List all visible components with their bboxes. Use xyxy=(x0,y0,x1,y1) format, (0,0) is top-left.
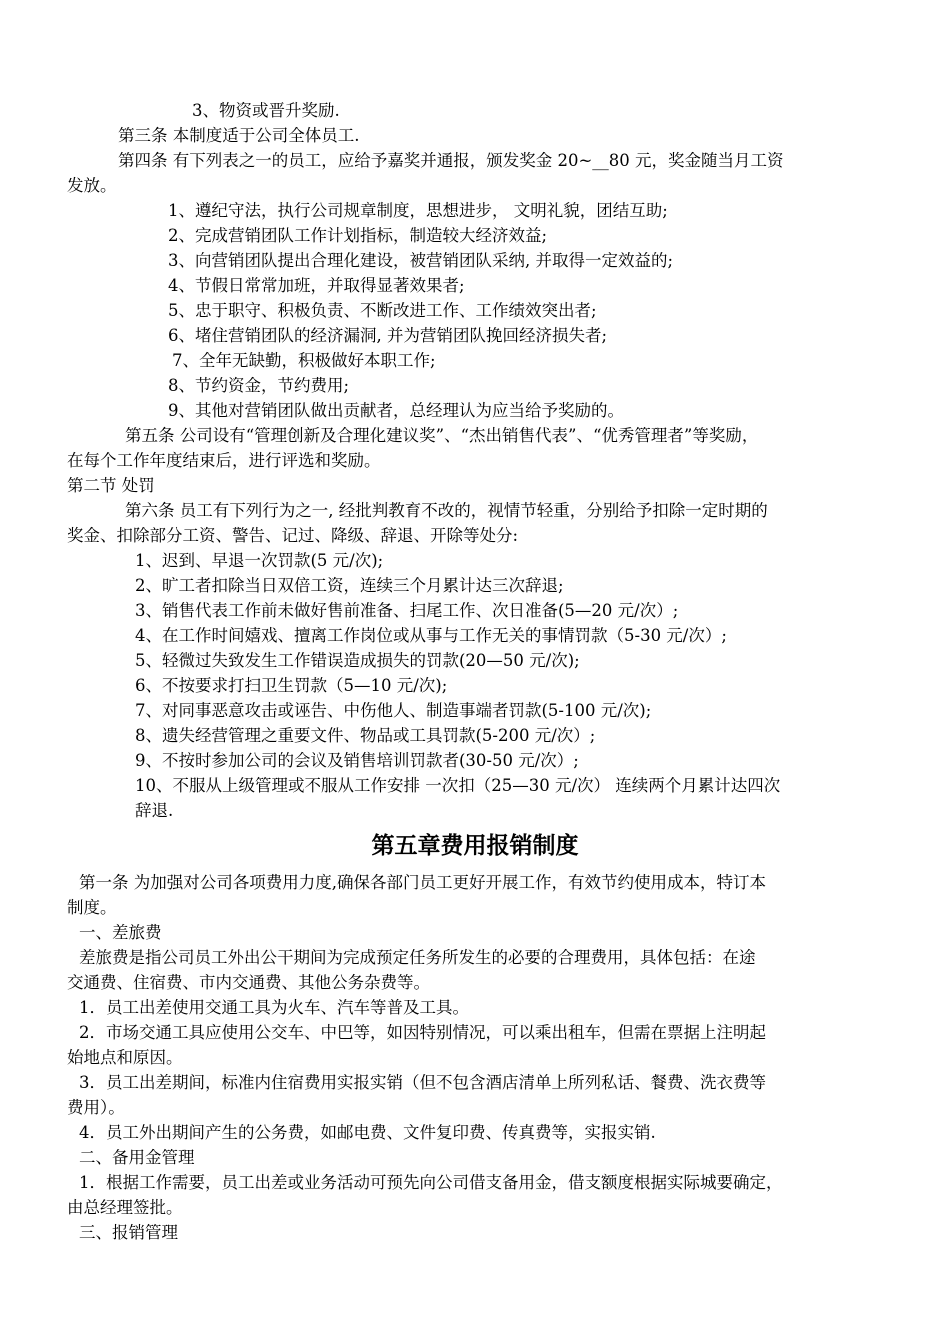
text-line: 3、销售代表工作前未做好售前准备、扫尾工作、次日准备(5—20 元/次）; xyxy=(135,601,679,620)
text-line: 第六条 员工有下列行为之一, 经批判教育不改的，视情节轻重，分别给予扣除一定时期的 xyxy=(125,501,768,520)
text-line: 始地点和原因。 xyxy=(67,1048,183,1067)
text-line: 6、不按要求打扫卫生罚款（5—10 元/次); xyxy=(135,676,448,695)
text-line: 3．员工出差期间，标准内住宿费用实报实销（但不包含酒店清单上所列私话、餐费、洗衣费等 xyxy=(79,1073,766,1092)
text-line: 第五条 公司设有“管理创新及合理化建议奖”、“杰出销售代表”、“优秀管理者”等奖励， xyxy=(125,426,759,445)
text-line: 1．员工出差使用交通工具为火车、汽车等普及工具。 xyxy=(79,998,469,1017)
text-line: 7、全年无缺勤，积极做好本职工作; xyxy=(172,351,436,370)
text-line: 在每个工作年度结束后，进行评选和奖励。 xyxy=(67,451,381,470)
text-line: 奖金、扣除部分工资、警告、记过、降级、辞退、开除等处分: xyxy=(67,526,519,545)
text-line: 3、物资或晋升奖励. xyxy=(192,101,340,120)
section-heading: 第二节 处罚 xyxy=(67,476,155,495)
text-line: 1、遵纪守法，执行公司规章制度，思想进步， 文明礼貌，团结互助; xyxy=(168,201,668,220)
text-line: 交通费、住宿费、市内交通费、其他公务杂费等。 xyxy=(67,973,430,992)
text-line: 差旅费是指公司员工外出公干期间为完成预定任务所发生的必要的合理费用，具体包括：在途 xyxy=(79,948,756,967)
text-line: 4、在工作时间嬉戏、擅离工作岗位或从事与工作无关的事情罚款（5-30 元/次）; xyxy=(135,626,727,645)
text-line: 8、遗失经营管理之重要文件、物品或工具罚款(5-200 元/次）; xyxy=(135,726,596,745)
text-line: 第三条 本制度适于公司全体员工. xyxy=(118,126,360,145)
text-line: 2、完成营销团队工作计划指标，制造较大经济效益; xyxy=(168,226,548,245)
text-line: 6、堵住营销团队的经济漏洞, 并为营销团队挽回经济损失者; xyxy=(168,326,608,345)
text-line: 一、差旅费 xyxy=(79,923,162,942)
text-line: 2、旷工者扣除当日双倍工资，连续三个月累计达三次辞退; xyxy=(135,576,564,595)
chapter-title: 第五章费用报销制度 xyxy=(371,833,579,859)
text-line: 1、迟到、早退一次罚款(5 元/次); xyxy=(135,551,384,570)
text-line: 发放。 xyxy=(67,176,117,195)
text-line: 费用）。 xyxy=(67,1098,125,1117)
text-line: 二、备用金管理 xyxy=(79,1148,195,1167)
text-line: 由总经理签批。 xyxy=(67,1198,183,1217)
text-line: 5、忠于职守、积极负责、不断改进工作、工作绩效突出者; xyxy=(168,301,597,320)
text-line: 3、向营销团队提出合理化建设，被营销团队采纳, 并取得一定效益的; xyxy=(168,251,674,270)
text-line: 10、不服从上级管理或不服从工作安排 一次扣（25—30 元/次） 连续两个月累计达四次 xyxy=(135,776,781,795)
text-line: 第四条 有下列表之一的员工，应给予嘉奖并通报，颁发奖金 20~__80 元，奖金随当月工资 xyxy=(118,151,784,170)
text-line: 7、对同事恶意攻击或诬告、中伤他人、制造事端者罚款(5-100 元/次); xyxy=(135,701,652,720)
text-line: 辞退. xyxy=(135,801,174,820)
text-line: 三、报销管理 xyxy=(79,1223,178,1242)
text-line: 5、轻微过失致发生工作错误造成损失的罚款(20—50 元/次); xyxy=(135,651,580,670)
text-line: 4．员工外出期间产生的公务费，如邮电费、文件复印费、传真费等，实报实销. xyxy=(79,1123,656,1142)
text-line: 8、节约资金，节约费用; xyxy=(168,376,350,395)
text-line: 4、节假日常常加班，并取得显著效果者; xyxy=(168,276,465,295)
text-line: 制度。 xyxy=(67,898,117,917)
text-line: 第一条 为加强对公司各项费用力度,确保各部门员工更好开展工作，有效节约使用成本，特订本 xyxy=(79,873,766,892)
text-line: 1．根据工作需要，员工出差或业务活动可预先向公司借支备用金，借支额度根据实际城要确定， xyxy=(79,1173,783,1192)
text-line: 2．市场交通工具应使用公交车、中巴等，如因特别情况，可以乘出租车，但需在票据上注明起 xyxy=(79,1023,766,1042)
text-line: 9、不按时参加公司的会议及销售培训罚款者(30-50 元/次）; xyxy=(135,751,579,770)
text-line: 9、其他对营销团队做出贡献者，总经理认为应当给予奖励的。 xyxy=(168,401,624,420)
